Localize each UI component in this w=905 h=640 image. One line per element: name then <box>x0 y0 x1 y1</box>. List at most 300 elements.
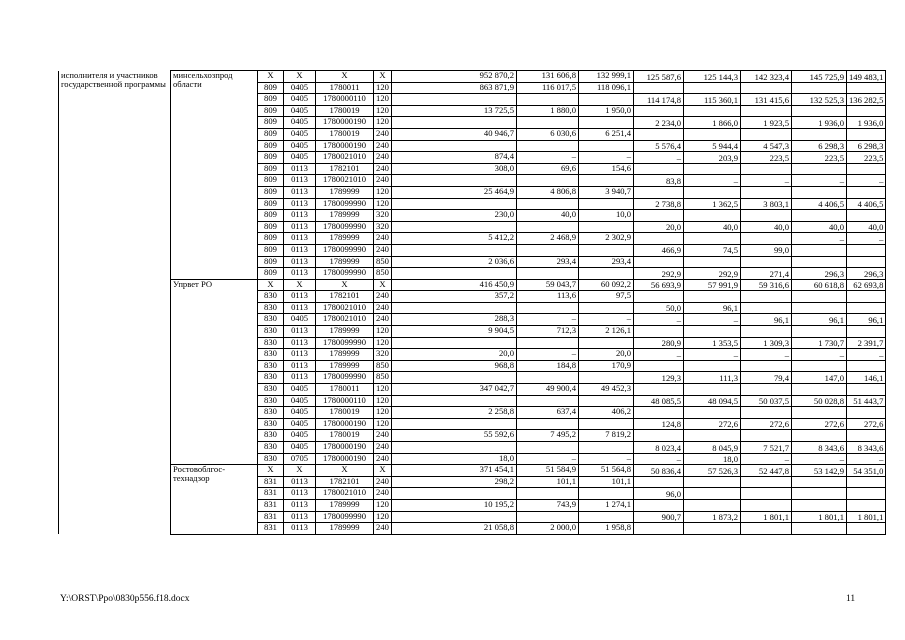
table-cell: 1 801,1 <box>792 511 847 523</box>
table-cell <box>741 82 792 94</box>
table-cell: 83,8 <box>634 175 684 187</box>
table-cell: 809 <box>258 140 284 152</box>
table-cell: 2 234,0 <box>634 117 684 129</box>
table-cell: X <box>284 279 316 291</box>
table-cell <box>392 372 517 384</box>
table-cell: 1 362,5 <box>684 198 741 210</box>
table-cell <box>792 186 847 198</box>
table-cell <box>792 163 847 175</box>
table-cell <box>579 337 634 349</box>
table-cell <box>684 326 741 338</box>
table-cell: 809 <box>258 210 284 222</box>
table-cell: 830 <box>258 360 284 372</box>
table-cell: 96,1 <box>741 314 792 326</box>
agency-cell: Упрвет РО <box>171 279 258 465</box>
table-cell <box>847 430 886 442</box>
table-cell: 830 <box>258 302 284 314</box>
table-cell <box>847 244 886 256</box>
table-cell <box>634 163 684 175</box>
table-cell <box>847 384 886 396</box>
table-cell: 900,7 <box>634 511 684 523</box>
table-cell <box>741 256 792 268</box>
table-cell: 2 738,8 <box>634 198 684 210</box>
table-cell: 48 094,5 <box>684 395 741 407</box>
table-cell <box>634 384 684 396</box>
table-cell: 96,1 <box>792 314 847 326</box>
table-cell: 120 <box>374 407 392 419</box>
table-cell <box>847 210 886 222</box>
table-cell: 97,5 <box>579 291 634 303</box>
table-cell: 1780000190 <box>316 453 374 465</box>
table-cell: 113,6 <box>517 291 579 303</box>
table-cell: 69,6 <box>517 163 579 175</box>
table-cell: 830 <box>258 384 284 396</box>
table-cell <box>792 302 847 314</box>
table-cell: 99,0 <box>741 244 792 256</box>
table-cell: 743,9 <box>517 499 579 511</box>
table-cell: – <box>792 233 847 245</box>
table-cell: 125 587,6 <box>634 71 684 83</box>
table-cell: 809 <box>258 128 284 140</box>
table-cell: 320 <box>374 349 392 361</box>
table-cell: 809 <box>258 233 284 245</box>
table-cell <box>634 210 684 222</box>
table-cell: 1780099990 <box>316 244 374 256</box>
table-cell: 240 <box>374 152 392 164</box>
table-cell: 51 564,8 <box>579 465 634 477</box>
table-cell <box>517 372 579 384</box>
table-cell: 0113 <box>284 488 316 500</box>
table-cell: – <box>847 453 886 465</box>
table-cell <box>741 302 792 314</box>
table-cell: 146,1 <box>847 372 886 384</box>
table-cell: 0405 <box>284 407 316 419</box>
table-cell <box>392 198 517 210</box>
table-cell: 120 <box>374 105 392 117</box>
table-cell: 147,0 <box>792 372 847 384</box>
table-cell: 6 298,3 <box>792 140 847 152</box>
table-cell: 53 142,9 <box>792 465 847 477</box>
table-cell <box>579 94 634 106</box>
table-cell: 272,6 <box>847 418 886 430</box>
table-cell: 1780000110 <box>316 94 374 106</box>
table-cell <box>741 476 792 488</box>
table-cell: 7 521,7 <box>741 442 792 454</box>
table-cell <box>847 186 886 198</box>
table-cell: 118 096,1 <box>579 82 634 94</box>
agency-cell: Ростовоблгос-технадзор <box>171 465 258 535</box>
table-cell: 809 <box>258 256 284 268</box>
table-cell <box>684 476 741 488</box>
table-cell: X <box>258 465 284 477</box>
table-cell: 1789999 <box>316 349 374 361</box>
table-cell: – <box>579 314 634 326</box>
table-cell <box>634 291 684 303</box>
table-cell: 10 195,2 <box>392 499 517 511</box>
table-cell: – <box>847 233 886 245</box>
table-cell: 809 <box>258 221 284 233</box>
table-cell: 0113 <box>284 360 316 372</box>
table-cell: 55 592,6 <box>392 430 517 442</box>
table-cell: 1 353,5 <box>684 337 741 349</box>
table-cell <box>792 523 847 535</box>
table-cell <box>792 128 847 140</box>
table-cell <box>517 337 579 349</box>
table-cell <box>634 233 684 245</box>
table-cell <box>792 499 847 511</box>
table-cell <box>634 407 684 419</box>
table-cell: 830 <box>258 314 284 326</box>
table-cell: – <box>792 175 847 187</box>
table-cell: 120 <box>374 117 392 129</box>
group-total-row <box>59 279 886 291</box>
table-cell: 0705 <box>284 453 316 465</box>
table-cell: 1780099990 <box>316 372 374 384</box>
table-cell <box>634 186 684 198</box>
table-cell: 850 <box>374 372 392 384</box>
table-cell <box>517 117 579 129</box>
table-cell <box>392 268 517 280</box>
table-cell <box>579 488 634 500</box>
table-cell <box>579 511 634 523</box>
table-cell: 8 343,6 <box>847 442 886 454</box>
table-cell: 809 <box>258 117 284 129</box>
table-cell: 101,1 <box>579 476 634 488</box>
table-cell: 1 309,3 <box>741 337 792 349</box>
table-cell <box>741 128 792 140</box>
table-cell <box>741 210 792 222</box>
table-cell: 320 <box>374 210 392 222</box>
table-cell: 850 <box>374 268 392 280</box>
table-cell: 4 406,5 <box>847 198 886 210</box>
table-cell <box>684 186 741 198</box>
table-cell: 1780099990 <box>316 337 374 349</box>
table-cell: 0405 <box>284 105 316 117</box>
table-cell: 292,9 <box>634 268 684 280</box>
table-cell: 7 819,2 <box>579 430 634 442</box>
table-cell <box>741 186 792 198</box>
table-cell: X <box>258 71 284 83</box>
table-cell: 240 <box>374 163 392 175</box>
table-cell <box>847 326 886 338</box>
table-cell: 0113 <box>284 337 316 349</box>
table-cell: 0113 <box>284 175 316 187</box>
table-cell <box>517 198 579 210</box>
table-cell: 154,6 <box>579 163 634 175</box>
table-cell: – <box>684 175 741 187</box>
table-cell: – <box>517 314 579 326</box>
table-cell: 40,0 <box>517 210 579 222</box>
table-cell <box>517 244 579 256</box>
budget-table <box>58 70 886 535</box>
table-cell: 50 028,8 <box>792 395 847 407</box>
table-cell <box>634 82 684 94</box>
table-cell: 125 144,3 <box>684 71 741 83</box>
table-cell <box>517 268 579 280</box>
table-cell: 830 <box>258 395 284 407</box>
table-cell: 1789999 <box>316 523 374 535</box>
table-cell: 124,8 <box>634 418 684 430</box>
table-cell <box>579 117 634 129</box>
table-cell: 1789999 <box>316 326 374 338</box>
table-cell <box>684 210 741 222</box>
table-cell: 371 454,1 <box>392 465 517 477</box>
table-cell: 1780011 <box>316 82 374 94</box>
table-cell: 223,5 <box>741 152 792 164</box>
table-cell <box>847 256 886 268</box>
table-cell: 96,1 <box>684 302 741 314</box>
table-cell <box>684 523 741 535</box>
table-cell: 8 045,9 <box>684 442 741 454</box>
table-cell: 240 <box>374 175 392 187</box>
table-cell <box>392 117 517 129</box>
table-cell: 56 693,9 <box>634 279 684 291</box>
table-cell: 0113 <box>284 523 316 535</box>
table-cell: X <box>374 71 392 83</box>
table-cell <box>792 105 847 117</box>
table-cell <box>684 360 741 372</box>
table-cell: X <box>284 465 316 477</box>
table-cell: 830 <box>258 453 284 465</box>
table-cell: 1 801,1 <box>847 511 886 523</box>
table-cell: 1780000190 <box>316 442 374 454</box>
table-cell: 2 000,0 <box>517 523 579 535</box>
table-cell: 0405 <box>284 442 316 454</box>
table-cell: 4 406,5 <box>792 198 847 210</box>
table-cell: 120 <box>374 418 392 430</box>
table-cell <box>741 523 792 535</box>
table-cell: 1 801,1 <box>741 511 792 523</box>
executor-cell: исполнителя и участников государственной программы <box>59 71 171 535</box>
table-cell: – <box>684 349 741 361</box>
table-cell: 1 866,0 <box>684 117 741 129</box>
table-cell: 0113 <box>284 268 316 280</box>
table-cell: 120 <box>374 186 392 198</box>
table-cell <box>847 499 886 511</box>
table-cell: 1780011 <box>316 384 374 396</box>
table-cell: 6 298,3 <box>847 140 886 152</box>
table-cell: 1789999 <box>316 256 374 268</box>
table-cell: 809 <box>258 175 284 187</box>
table-cell: – <box>634 453 684 465</box>
table-cell: 0405 <box>284 418 316 430</box>
table-cell: 120 <box>374 384 392 396</box>
table-cell <box>634 105 684 117</box>
table-cell <box>634 430 684 442</box>
table-cell: 1780099990 <box>316 221 374 233</box>
table-cell <box>741 233 792 245</box>
table-cell: 1780000190 <box>316 418 374 430</box>
table-cell <box>741 105 792 117</box>
table-cell: – <box>847 349 886 361</box>
table-cell <box>634 360 684 372</box>
table-cell: 0405 <box>284 117 316 129</box>
table-cell: 1780019 <box>316 105 374 117</box>
table-cell <box>579 268 634 280</box>
table-cell: 240 <box>374 291 392 303</box>
table-cell: 184,8 <box>517 360 579 372</box>
table-cell <box>392 488 517 500</box>
table-cell <box>741 291 792 303</box>
table-cell: 830 <box>258 349 284 361</box>
table-cell <box>392 175 517 187</box>
table-cell: 2 391,7 <box>847 337 886 349</box>
table-cell <box>792 384 847 396</box>
table-cell: 9 904,5 <box>392 326 517 338</box>
table-cell <box>684 407 741 419</box>
table-cell: 240 <box>374 523 392 535</box>
table-cell <box>684 105 741 117</box>
table-cell: 240 <box>374 476 392 488</box>
table-cell: 0405 <box>284 152 316 164</box>
table-cell: 830 <box>258 337 284 349</box>
table-cell: 120 <box>374 337 392 349</box>
table-cell: 240 <box>374 128 392 140</box>
table-cell: 0113 <box>284 476 316 488</box>
table-cell: 96,0 <box>634 488 684 500</box>
table-cell: 1 958,8 <box>579 523 634 535</box>
table-cell <box>741 326 792 338</box>
table-cell <box>517 418 579 430</box>
table-cell <box>741 407 792 419</box>
table-cell: 1780000110 <box>316 395 374 407</box>
table-cell <box>847 360 886 372</box>
table-cell <box>847 523 886 535</box>
table-cell: 59 316,6 <box>741 279 792 291</box>
table-cell <box>392 418 517 430</box>
table-cell: 874,4 <box>392 152 517 164</box>
table-cell: 1 873,2 <box>684 511 741 523</box>
table-cell: 0113 <box>284 291 316 303</box>
table-cell: 10,0 <box>579 210 634 222</box>
table-cell <box>684 488 741 500</box>
table-cell: 298,2 <box>392 476 517 488</box>
table-cell: 1789999 <box>316 233 374 245</box>
table-cell <box>579 198 634 210</box>
table-cell: 49 900,4 <box>517 384 579 396</box>
table-cell: 2 468,9 <box>517 233 579 245</box>
table-cell: 1780019 <box>316 407 374 419</box>
table-cell: 240 <box>374 302 392 314</box>
table-cell: 54 351,0 <box>847 465 886 477</box>
table-cell: 136 282,5 <box>847 94 886 106</box>
table-cell: 57 526,3 <box>684 465 741 477</box>
table-cell: 830 <box>258 372 284 384</box>
table-cell: 149 483,1 <box>847 71 886 83</box>
table-cell <box>741 499 792 511</box>
table-cell: 347 042,7 <box>392 384 517 396</box>
table-cell <box>634 523 684 535</box>
table-cell <box>634 326 684 338</box>
table-cell: 120 <box>374 395 392 407</box>
table-cell: 6 030,6 <box>517 128 579 140</box>
table-cell: 293,4 <box>579 256 634 268</box>
table-cell: 272,6 <box>792 418 847 430</box>
table-cell: – <box>579 453 634 465</box>
table-cell: 1780021010 <box>316 314 374 326</box>
table-cell: 7 495,2 <box>517 430 579 442</box>
table-cell: 850 <box>374 256 392 268</box>
table-cell: – <box>741 453 792 465</box>
table-cell: 830 <box>258 291 284 303</box>
table-cell: 296,3 <box>847 268 886 280</box>
table-cell: X <box>284 71 316 83</box>
table-cell: 1780099990 <box>316 511 374 523</box>
table-cell: 18,0 <box>392 453 517 465</box>
group-total-row <box>59 71 886 83</box>
table-cell: 1780021010 <box>316 302 374 314</box>
table-cell <box>634 256 684 268</box>
table-cell: 831 <box>258 523 284 535</box>
table-cell: 3 803,1 <box>741 198 792 210</box>
table-cell <box>684 384 741 396</box>
table-cell: 0113 <box>284 326 316 338</box>
table-cell <box>579 302 634 314</box>
table-cell: 1789999 <box>316 499 374 511</box>
table-cell: 1780021010 <box>316 152 374 164</box>
table-cell: 114 174,8 <box>634 94 684 106</box>
table-cell: X <box>258 279 284 291</box>
table-cell <box>517 140 579 152</box>
table-cell: – <box>634 314 684 326</box>
table-cell: 4 806,8 <box>517 186 579 198</box>
table-cell <box>579 244 634 256</box>
table-cell: 2 258,8 <box>392 407 517 419</box>
table-cell: 0113 <box>284 221 316 233</box>
table-cell: 1789999 <box>316 186 374 198</box>
table-cell: 50,0 <box>634 302 684 314</box>
table-cell: – <box>792 349 847 361</box>
table-cell: 8 023,4 <box>634 442 684 454</box>
table-cell <box>684 233 741 245</box>
table-cell <box>792 360 847 372</box>
table-cell: – <box>741 349 792 361</box>
table-cell: 40,0 <box>741 221 792 233</box>
table-cell: 1 950,0 <box>579 105 634 117</box>
table-cell: 2 302,9 <box>579 233 634 245</box>
table-cell <box>634 476 684 488</box>
table-cell: 850 <box>374 360 392 372</box>
table-cell <box>847 163 886 175</box>
table-cell: 40 946,7 <box>392 128 517 140</box>
table-cell <box>684 82 741 94</box>
table-cell: 101,1 <box>517 476 579 488</box>
table-cell: 0113 <box>284 233 316 245</box>
table-cell: 1 274,1 <box>579 499 634 511</box>
table-cell <box>792 488 847 500</box>
table-cell: 4 547,3 <box>741 140 792 152</box>
table-cell: – <box>579 152 634 164</box>
table-cell: 809 <box>258 105 284 117</box>
table-cell: 1780000190 <box>316 117 374 129</box>
table-cell: 111,3 <box>684 372 741 384</box>
table-cell: 809 <box>258 82 284 94</box>
table-cell: 1780019 <box>316 128 374 140</box>
table-cell: 0405 <box>284 430 316 442</box>
table-cell <box>792 291 847 303</box>
table-cell: X <box>374 465 392 477</box>
table-cell: 0405 <box>284 140 316 152</box>
table-cell: 1780099990 <box>316 198 374 210</box>
table-cell: – <box>634 349 684 361</box>
table-cell <box>634 499 684 511</box>
table-cell: 62 693,8 <box>847 279 886 291</box>
table-cell: 131 606,8 <box>517 71 579 83</box>
table-cell: 5 944,4 <box>684 140 741 152</box>
table-cell: 1 730,7 <box>792 337 847 349</box>
table-cell <box>392 337 517 349</box>
table-cell: X <box>316 71 374 83</box>
